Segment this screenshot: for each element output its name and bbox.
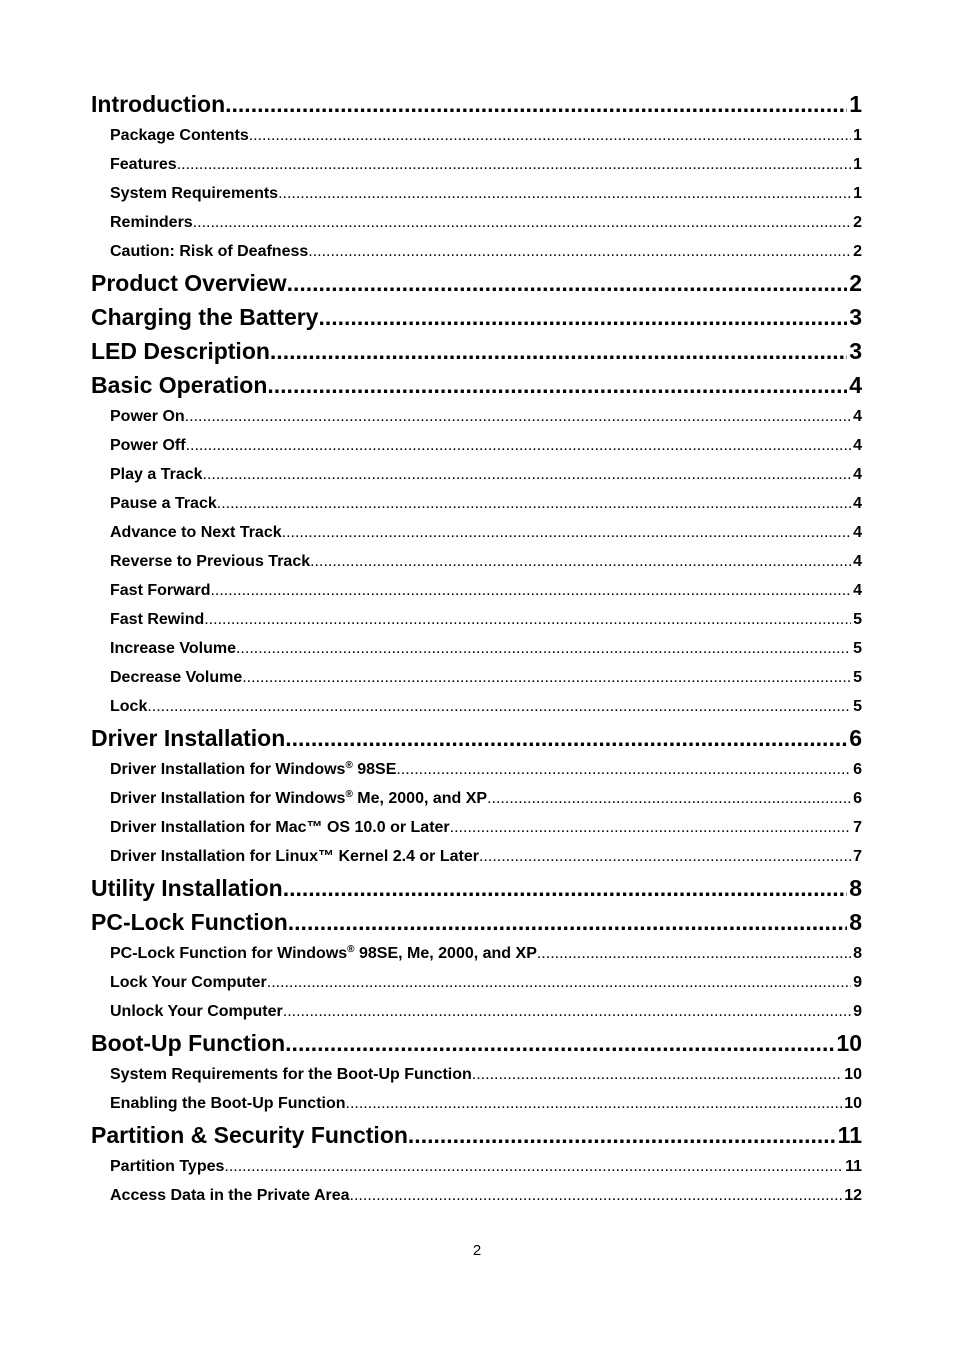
toc-page-number: 1 [849, 91, 862, 117]
toc-entry-title: Product Overview [91, 270, 287, 296]
toc-entry-title: Caution: Risk of Deafness [110, 243, 309, 260]
toc-entry-title: Utility Installation [91, 875, 283, 901]
toc-entry-title: Power On [110, 408, 185, 425]
toc-section-entry[interactable] [91, 179, 862, 208]
toc-section-entry[interactable] [91, 576, 862, 605]
toc-section-entry[interactable] [91, 489, 862, 518]
toc-section-entry[interactable] [91, 663, 862, 692]
registered-mark: ® [347, 944, 355, 955]
toc-page-number: 5 [853, 698, 862, 715]
toc-page-number: 4 [853, 466, 862, 483]
toc-entry-title: Partition Types [110, 1158, 225, 1175]
dot-leader [487, 784, 851, 813]
toc-entry-title: System Requirements [110, 185, 279, 202]
toc-entry-title: Reverse to Previous Track [110, 553, 311, 570]
dot-leader [318, 300, 847, 334]
dot-leader [288, 905, 847, 939]
dot-leader [267, 368, 847, 402]
toc-entry-title: Driver Installation for Windows® Me, 2000, and XP [110, 789, 488, 807]
toc-chapter-entry[interactable] [91, 300, 862, 334]
toc-section-entry[interactable] [91, 784, 862, 813]
registered-mark: ® [345, 760, 353, 771]
registered-mark: ® [345, 789, 353, 800]
toc-entry-title: Enabling the Boot-Up Function [110, 1095, 346, 1112]
dot-leader [217, 489, 851, 518]
toc-chapter-entry[interactable] [91, 368, 862, 402]
page-number: 2 [472, 1242, 482, 1259]
toc-page-number: 4 [853, 582, 862, 599]
dot-leader [186, 431, 852, 460]
toc-section-entry[interactable] [91, 1060, 862, 1089]
toc-page-number: 7 [853, 819, 862, 836]
dot-leader [287, 266, 848, 300]
toc-page-number: 4 [853, 524, 862, 541]
toc-section-entry[interactable] [91, 237, 862, 266]
toc-page-number: 8 [849, 875, 862, 901]
dot-leader [282, 518, 851, 547]
dot-leader [408, 1118, 836, 1152]
toc-page-number: 1 [853, 127, 862, 144]
toc-entry-title: Driver Installation for Mac™ OS 10.0 or Later [110, 819, 450, 836]
toc-page-number: 2 [853, 214, 862, 231]
toc-page-number: 1 [853, 185, 862, 202]
toc-chapter-entry[interactable] [91, 871, 862, 905]
toc-page-number: 10 [844, 1066, 862, 1083]
dot-leader [537, 939, 851, 968]
toc-section-entry[interactable] [91, 402, 862, 431]
toc-page-number: 5 [853, 611, 862, 628]
toc-page-number: 4 [853, 495, 862, 512]
toc-section-entry[interactable] [91, 692, 862, 721]
toc-page-number: 4 [853, 408, 862, 425]
toc-page-number: 8 [853, 945, 862, 962]
toc-page-number: 6 [853, 790, 862, 807]
toc-entry-title: Charging the Battery [91, 304, 319, 330]
dot-leader [283, 871, 848, 905]
toc-entry-title: Pause a Track [110, 495, 217, 512]
toc-entry-title: Driver Installation for Windows® 98SE [110, 760, 397, 778]
toc-entry-title: Partition & Security Function [91, 1122, 408, 1148]
toc-section-entry[interactable] [91, 518, 862, 547]
dot-leader [472, 1060, 842, 1089]
toc-entry-title: System Requirements for the Boot-Up Function [110, 1066, 472, 1083]
toc-section-entry[interactable] [91, 431, 862, 460]
toc-page-number: 10 [836, 1030, 862, 1056]
toc-page-number: 10 [844, 1095, 862, 1112]
toc-chapter-entry[interactable] [91, 87, 862, 121]
toc-chapter-entry[interactable] [91, 1026, 862, 1060]
toc-section-entry[interactable] [91, 121, 862, 150]
dot-leader [285, 1026, 834, 1060]
toc-page-number: 8 [849, 909, 862, 935]
toc-entry-title: Driver Installation [91, 725, 286, 751]
toc-section-entry[interactable] [91, 460, 862, 489]
toc-section-entry[interactable] [91, 1181, 862, 1210]
toc-entry-title: Increase Volume [110, 640, 236, 657]
dot-leader [193, 208, 851, 237]
toc-page-number: 6 [853, 761, 862, 778]
dot-leader [185, 402, 851, 431]
toc-entry-title: Fast Forward [110, 582, 211, 599]
toc-entry-title: PC-Lock Function for Windows® 98SE, Me, 2000, and XP [110, 944, 537, 962]
toc-page-number: 9 [853, 974, 862, 991]
dot-leader [236, 634, 851, 663]
toc-section-entry[interactable] [91, 634, 862, 663]
dot-leader [450, 813, 851, 842]
dot-leader [210, 576, 851, 605]
toc-chapter-entry[interactable] [91, 1118, 862, 1152]
toc-entry-title: Package Contents [110, 127, 249, 144]
toc-chapter-entry[interactable] [91, 905, 862, 939]
toc-entry-title: Decrease Volume [110, 669, 243, 686]
dot-leader [249, 121, 851, 150]
dot-leader [203, 460, 852, 489]
toc-section-entry[interactable] [91, 842, 862, 871]
toc-entry-title: Advance to Next Track [110, 524, 282, 541]
dot-leader [224, 1152, 843, 1181]
toc-page-number: 3 [849, 304, 862, 330]
dot-leader [310, 547, 851, 576]
toc-entry-title: Lock Your Computer [110, 974, 267, 991]
toc-section-entry[interactable] [91, 208, 862, 237]
toc-page-number: 4 [853, 553, 862, 570]
toc-page-number: 4 [849, 372, 862, 398]
toc-section-entry[interactable] [91, 547, 862, 576]
toc-entry-title: Features [110, 156, 177, 173]
toc-section-entry[interactable] [91, 1089, 862, 1118]
toc-page-number: 3 [849, 338, 862, 364]
dot-leader [267, 968, 851, 997]
toc-entry-title: PC-Lock Function [91, 909, 288, 935]
dot-leader [225, 87, 847, 121]
toc-page-number: 5 [853, 669, 862, 686]
dot-leader [396, 755, 851, 784]
toc-section-entry[interactable] [91, 968, 862, 997]
toc-entry-title: Driver Installation for Linux™ Kernel 2.4 or Later [110, 848, 479, 865]
toc-entry-title: Basic Operation [91, 372, 268, 398]
toc-entry-title: Lock [110, 698, 148, 715]
dot-leader [308, 237, 851, 266]
table-of-contents [91, 87, 862, 1210]
toc-chapter-entry[interactable] [91, 266, 862, 300]
toc-page-number: 2 [853, 243, 862, 260]
dot-leader [283, 997, 851, 1026]
toc-entry-title: Power Off [110, 437, 186, 454]
toc-entry-title: Reminders [110, 214, 193, 231]
toc-chapter-entry[interactable] [91, 721, 862, 755]
dot-leader [350, 1181, 843, 1210]
dot-leader [242, 663, 851, 692]
toc-page-number: 12 [844, 1187, 862, 1204]
toc-entry-title: Play a Track [110, 466, 203, 483]
toc-section-entry[interactable] [91, 813, 862, 842]
toc-entry-title: Introduction [91, 91, 226, 117]
toc-entry-title: Boot-Up Function [91, 1030, 286, 1056]
toc-entry-title: Access Data in the Private Area [110, 1187, 350, 1204]
dot-leader [147, 692, 851, 721]
toc-page-number: 1 [853, 156, 862, 173]
toc-page-number: 7 [853, 848, 862, 865]
dot-leader [285, 721, 847, 755]
dot-leader [346, 1089, 843, 1118]
toc-page-number: 6 [849, 725, 862, 751]
dot-leader [204, 605, 851, 634]
toc-page-number: 2 [849, 270, 862, 296]
dot-leader [177, 150, 851, 179]
toc-chapter-entry[interactable] [91, 334, 862, 368]
dot-leader [278, 179, 851, 208]
toc-entry-title: Fast Rewind [110, 611, 205, 628]
toc-page-number: 9 [853, 1003, 862, 1020]
toc-section-entry[interactable] [91, 755, 862, 784]
dot-leader [270, 334, 847, 368]
toc-entry-title: Unlock Your Computer [110, 1003, 283, 1020]
toc-section-entry[interactable] [91, 150, 862, 179]
toc-page-number: 11 [845, 1158, 862, 1175]
toc-section-entry[interactable] [91, 1152, 862, 1181]
toc-section-entry[interactable] [91, 997, 862, 1026]
toc-page-number: 4 [853, 437, 862, 454]
toc-section-entry[interactable] [91, 939, 862, 968]
toc-page-number: 11 [837, 1122, 862, 1148]
toc-page-number: 5 [853, 640, 862, 657]
dot-leader [479, 842, 851, 871]
toc-entry-title: LED Description [91, 338, 270, 364]
toc-section-entry[interactable] [91, 605, 862, 634]
